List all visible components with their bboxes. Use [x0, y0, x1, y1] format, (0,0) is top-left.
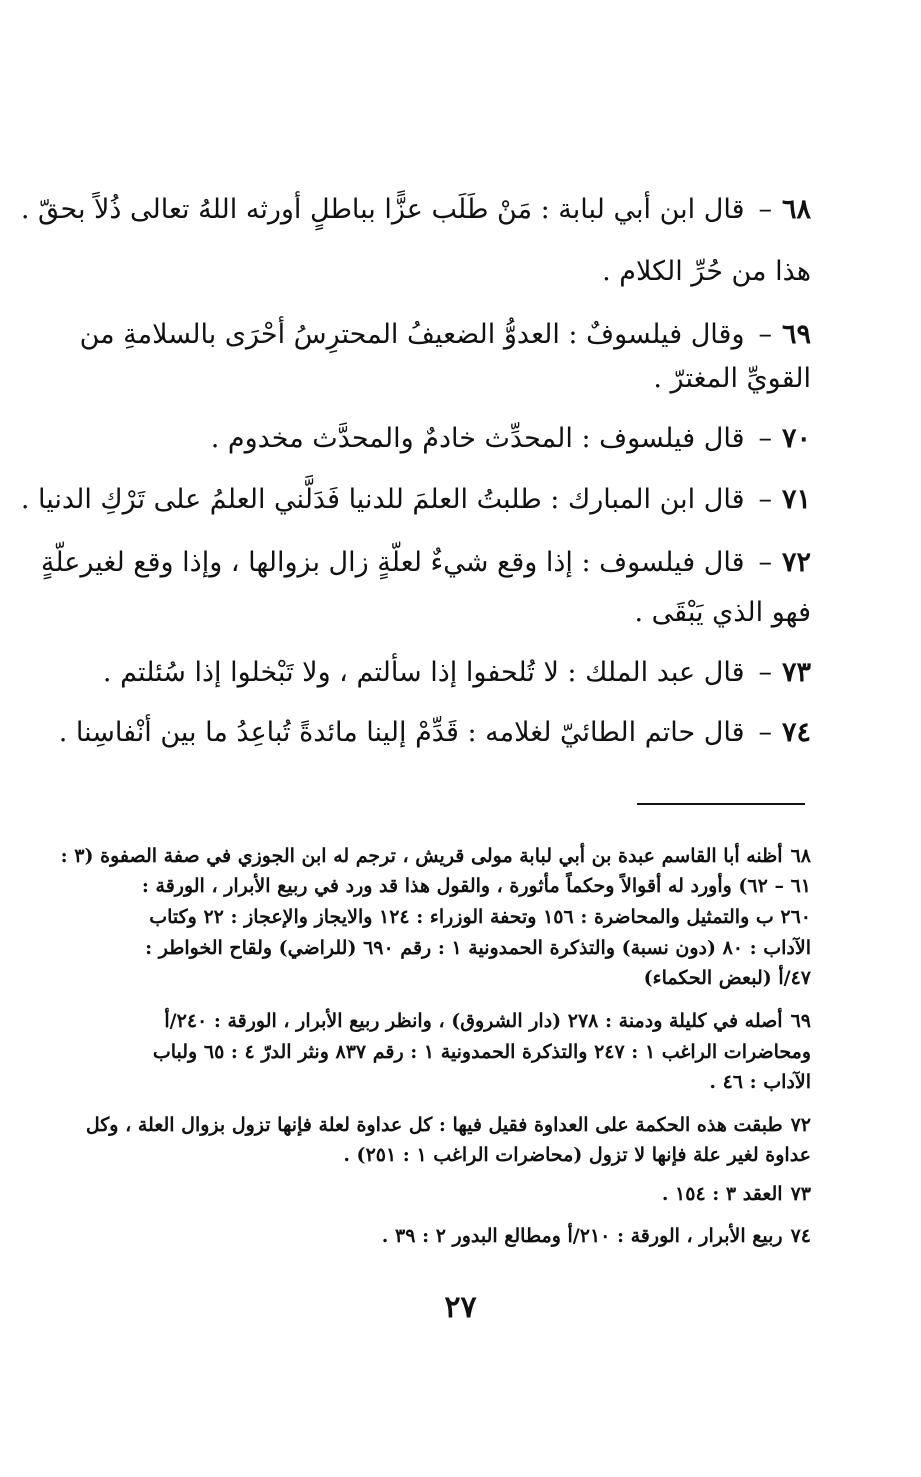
footnote-separator [637, 803, 805, 805]
footnote-69-line-1 [106, 1007, 811, 1035]
footnote-74-line-1 [106, 1222, 811, 1250]
footnote-number: ٧٣ [790, 1183, 811, 1205]
entry-70-line-1 [111, 422, 811, 456]
footnote-number: ٧٤ [790, 1225, 811, 1247]
entry-text: قال حاتم الطائيّ لغلامه : قَدِّمْ إلينا مائدةً تُباعِدُ ما بين أنْفاسِنا . [58, 717, 745, 748]
entry-text: قال ابن المبارك : طلبتُ العلمَ للدنيا فَدَلَّني العلمُ على تَرْكِ الدنيا . [20, 484, 745, 515]
entry-number: ٦٨ [781, 194, 811, 225]
footnote-68-line-2: ٦١ – ٦٢) وأورد له أقوالاً وحكماً مأثورة ، والقول هذا قد ورد في ربيع الأبرار ، الورقة : [141, 875, 811, 897]
footnote-68-line-3: ٢٦٠ ب والتمثيل والمحاضرة : ١٥٦ وتحفة الوزراء : ١٢٤ والايجاز والإعجاز : ٢٢ وكتاب [149, 906, 811, 928]
entry-dash: – [758, 194, 772, 225]
page-number: ٢٧ [444, 1290, 477, 1325]
entry-dash: – [758, 717, 772, 748]
entry-71-line-1 [20, 483, 811, 517]
entry-74-line-1 [58, 716, 811, 750]
entry-text: قال فيلسوف : إذا وقع شيءٌ لعلّةٍ زال بزوالها ، وإذا وقع لغيرعلّةٍ [40, 547, 745, 578]
entry-dash: – [758, 657, 772, 688]
entry-72-line-2: فهو الذي يَبْقَى . [634, 597, 811, 628]
footnote-69-line-3: الآداب : ٤٦ . [709, 1071, 811, 1093]
entry-text: وقال فيلسوفٌ : العدوُّ الضعيفُ المحترِسُ أحْرَى بالسلامةِ من [79, 319, 745, 350]
footnote-73-line-1 [106, 1180, 811, 1208]
footnote-number: ٦٩ [790, 1010, 811, 1032]
entry-69-line-2: القويِّ المغترّ . [653, 363, 811, 394]
entry-dash: – [758, 423, 772, 454]
entry-text: قال عبد الملك : لا تُلحفوا إذا سألتم ، ولا تَبْخلوا إذا سُئلتم . [102, 657, 745, 688]
footnote-number: ٧٢ [790, 1114, 811, 1136]
entry-number: ٧٤ [781, 717, 811, 748]
entry-dash: – [758, 484, 772, 515]
footnote-text: طبقت هذه الحكمة على العداوة فقيل فيها : كل عداوة لعلة فإنها تزول بزوال العلة ، وكل [85, 1114, 783, 1136]
entry-dash: – [758, 319, 772, 350]
entry-68-line-1 [20, 193, 811, 227]
footnote-text: ربيع الأبرار ، الورقة : ٢١٠/أ ومطالع البدور ٢ : ٣٩ . [381, 1225, 783, 1247]
entry-number: ٧١ [781, 484, 811, 515]
entry-dash: – [758, 547, 772, 578]
entry-text: قال فيلسوف : المحدِّث خادمٌ والمحدَّث مخدوم . [210, 423, 745, 454]
entry-number: ٦٩ [781, 319, 811, 350]
footnote-68-line-5: ٤٧/أ (لبعض الحكماء) [643, 967, 811, 989]
entry-73-line-1 [102, 656, 811, 690]
entry-number: ٧٣ [781, 657, 811, 688]
entry-number: ٧٠ [781, 423, 811, 454]
footnote-68-line-4: الآداب : ٨٠ (دون نسبة) والتذكرة الحمدونية ١ : رقم ٦٩٠ (للراضي) ولقاح الخواطر : [145, 937, 811, 959]
footnote-text: أصله في كليلة ودمنة : ٢٧٨ (دار الشروق) ، وانظر ربيع الأبرار ، الورقة : ٢٤٠/أ [164, 1010, 783, 1032]
entry-72-line-1 [40, 546, 811, 580]
footnote-text: العقد ٣ : ١٥٤ . [661, 1183, 783, 1205]
footnote-69-line-2: ومحاضرات الراغب ١ : ٢٤٧ والتذكرة الحمدونية ١ : رقم ٨٣٧ ونثر الدرّ ٤ : ٦٥ ولباب [152, 1041, 811, 1063]
footnote-number: ٦٨ [790, 845, 811, 867]
entry-text: قال ابن أبي لبابة : مَنْ طَلَب عزًّا بباطلٍ أورثه اللهُ تعالى ذُلاً بحقّ . [20, 194, 745, 225]
footnote-72-line-2: عداوة لغير علة فإنها لا تزول (محاضرات الراغب ١ : ٢٥١) . [343, 1144, 811, 1166]
entry-69-line-1 [79, 318, 811, 352]
footnote-72-line-1 [85, 1111, 811, 1139]
entry-68-line-2: هذا من حُرِّ الكلام . [602, 256, 811, 287]
entry-number: ٧٢ [781, 547, 811, 578]
footnote-text: أظنه أبا القاسم عبدة بن أبي لبابة مولى قريش ، ترجم له ابن الجوزي في صفة الصفوة (٣ : [60, 845, 783, 867]
footnote-68-line-1 [60, 842, 811, 870]
